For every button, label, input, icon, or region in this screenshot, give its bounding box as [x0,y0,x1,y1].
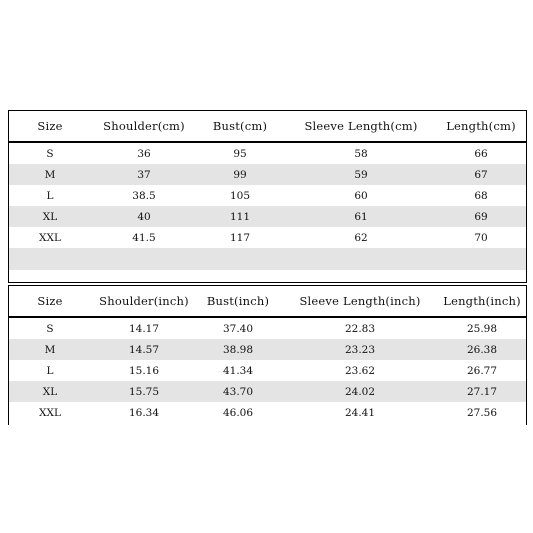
cell-sleeve-length: 62 [354,231,368,244]
cell-size: L [46,189,54,202]
cell-shoulder: 14.57 [128,343,160,356]
table-row [9,143,526,164]
header-shoulder: Shoulder(inch) [99,294,189,308]
cell-bust: 46.06 [222,406,254,419]
table-header-row [9,111,526,143]
header-size: Size [37,294,63,308]
table-row [9,206,526,227]
cell-length: 27.17 [466,385,498,398]
cell-length: 26.77 [466,364,498,377]
table-row [9,227,526,248]
cell-size: S [46,147,54,160]
table-row [9,339,526,360]
cell-size: XL [42,385,58,398]
cell-length: 26.38 [466,343,498,356]
table-header-row [9,286,526,318]
header-bust: Bust(cm) [212,119,268,133]
cell-length: 69 [474,210,488,223]
cell-shoulder: 15.75 [128,385,160,398]
cell-sleeve-length: 24.41 [344,406,376,419]
cell-bust: 37.40 [222,322,254,335]
cell-length: 25.98 [466,322,498,335]
table-row [9,360,526,381]
cell-size: XXL [39,406,61,419]
header-bust: Bust(inch) [206,294,270,308]
cell-sleeve-length: 60 [354,189,368,202]
table-row [9,318,526,339]
cell-size: S [46,322,54,335]
cell-sleeve-length: 61 [354,210,368,223]
cell-bust: 41.34 [222,364,254,377]
cell-size: L [46,364,54,377]
cell-length: 66 [474,147,488,160]
table-row [9,381,526,402]
size-chart [8,110,527,425]
cell-shoulder: 41.5 [132,231,156,244]
cell-length: 68 [474,189,488,202]
cell-shoulder: 38.5 [132,189,156,202]
header-length: Length(cm) [446,119,516,133]
header-length: Length(inch) [443,294,521,308]
size-table-inch [8,285,527,425]
empty-row [9,248,526,270]
cell-bust: 105 [229,189,251,202]
cell-length: 70 [474,231,488,244]
cell-sleeve-length: 23.62 [344,364,376,377]
cell-size: M [44,168,56,181]
cell-sleeve-length: 23.23 [344,343,376,356]
cell-length: 67 [474,168,488,181]
cell-bust: 111 [229,210,251,223]
cell-sleeve-length: 24.02 [344,385,376,398]
cell-size: XXL [39,231,61,244]
cell-shoulder: 15.16 [128,364,160,377]
cell-shoulder: 16.34 [128,406,160,419]
cell-bust: 99 [233,168,247,181]
header-sleeve-length: Sleeve Length(inch) [299,294,421,308]
cell-size: XL [42,210,58,223]
cell-length: 27.56 [466,406,498,419]
header-sleeve-length: Sleeve Length(cm) [304,119,418,133]
table-row [9,164,526,185]
cell-size: M [44,343,56,356]
cell-sleeve-length: 59 [354,168,368,181]
header-size: Size [37,119,63,133]
size-table-cm [8,110,527,283]
cell-bust: 38.98 [222,343,254,356]
cell-shoulder: 40 [137,210,151,223]
cell-bust: 43.70 [222,385,254,398]
cell-bust: 95 [233,147,247,160]
table-row [9,402,526,423]
header-shoulder: Shoulder(cm) [103,119,185,133]
table-row [9,185,526,206]
cell-sleeve-length: 58 [354,147,368,160]
cell-shoulder: 14.17 [128,322,160,335]
cell-sleeve-length: 22.83 [344,322,376,335]
cell-bust: 117 [229,231,251,244]
cell-shoulder: 36 [137,147,151,160]
cell-shoulder: 37 [137,168,151,181]
